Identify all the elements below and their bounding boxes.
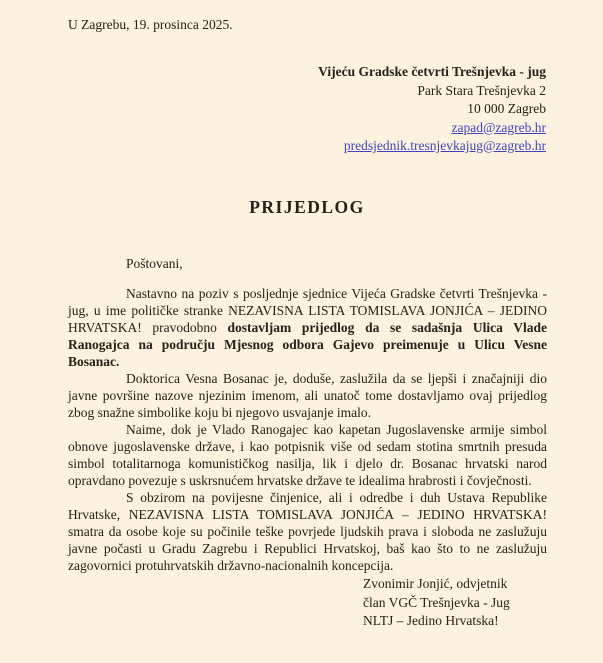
signature-role: član VGČ Trešnjevka - Jug [363, 594, 510, 610]
paragraph-bosanac: Doktorica Vesna Bosanac je, doduše, zaslužila da se ljepši i značajniji dio javne površine nazove njezinim imenom, ali unatoč tome dostavljamo ovaj prijedlog zbog snažne simbolike koju bi njegovo usvajanje imalo. [68, 371, 547, 420]
signature-party: NLTJ – Jedino Hrvatska! [363, 613, 499, 628]
signature-block [363, 575, 510, 631]
recipient-name: Vijeću Gradske četvrti Trešnjevka - jug [318, 64, 546, 79]
signature-name: Zvonimir Jonjić, odvjetnik [363, 576, 508, 591]
paragraph-ranogajec: Naime, dok je Vlado Ranogajec kao kapetan Jugoslavenske armije simbol obnove jugoslavenske države, i kao potpisnik više od sedam stotina smrtnih presuda simbol totalitarnoga komunističkog nasilja, lik i djelo dr. Bosanac hrvatski narod opravdano povezuje s uskrsnućem hrvatske države te idealima hrabrosti i čovječnosti. [68, 422, 547, 488]
recipient-address: Park Stara Trešnjevka 2 [417, 82, 546, 98]
recipient-city: 10 000 Zagreb [467, 101, 546, 116]
paragraph-proposal-intro: Nastavno na poziv s posljednje sjednice Vijeća Gradske četvrti Trešnjevka - jug, u ime političke stranke NEZAVISNA LISTA TOMISLAVA JONJIĆA – JEDINO HRVATSKA! pravodobno [68, 286, 547, 335]
email-link-general[interactable]: zapad@zagreb.hr [451, 119, 546, 135]
salutation: Poštovani, [126, 256, 183, 271]
paragraph-proposal [68, 285, 547, 370]
date-line: U Zagrebu, 19. prosinca 2025. [68, 17, 233, 32]
email-link-president[interactable]: predsjednik.tresnjevkajug@zagreb.hr [343, 138, 546, 153]
letter-body [68, 255, 547, 574]
paragraph-conclusion: S obzirom na povijesne činjenice, ali i odredbe i duh Ustava Republike Hrvatske, NEZAVISNA LISTA TOMISLAVA JONJIĆA – JEDINO HRVATSKA! smatra da osobe koje su počinile teške povrjede ljudskih prava i sloboda ne zaslužuju javne počasti u Gradu Zagrebu i Republici Hrvatskoj, baš kao što to ne zaslužuju zagovornici protuhrvatskih državno-nacionalnih koncepcija. [68, 490, 547, 573]
document-title: PRIJEDLOG [249, 197, 365, 217]
recipient-block [318, 63, 546, 156]
paragraph-proposal-request: dostavljam prijedlog da se sadašnja Ulica Vlade Ranogajca na području Mjesnog odbora Gajevo preimenuje u Ulicu Vesne Bosanac. [68, 320, 547, 369]
